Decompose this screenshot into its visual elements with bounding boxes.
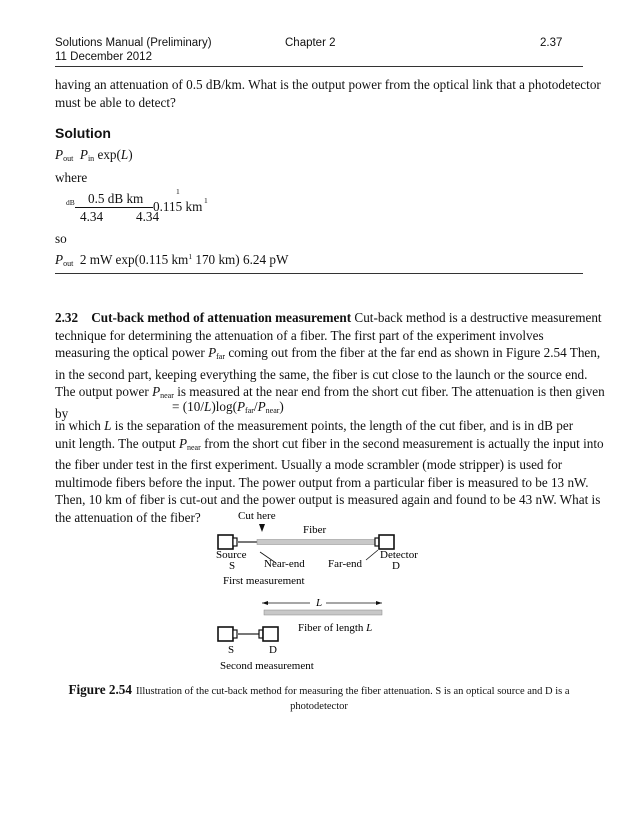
problem-line: multimode fibers before the input. The power output from a particular fiber is measured to be 13 nW. [55, 474, 589, 490]
problem-line-text: from the short cut fiber in the second measurement is actually the input into [200, 435, 604, 451]
intro-text [55, 76, 601, 111]
header-date: 11 December 2012 [55, 51, 152, 63]
eq-result: 0.115 km [153, 199, 203, 214]
source-device-icon [218, 627, 237, 641]
eq-symbol: L [120, 147, 129, 162]
equation-result [55, 252, 288, 268]
fiber-label: Fiber [303, 524, 327, 536]
eq-subscript: out [63, 154, 74, 163]
eq-text: exp( [97, 147, 121, 162]
second-d-label: D [269, 644, 277, 656]
eq-symbol: L [203, 399, 212, 414]
eq-symbol: P [257, 399, 266, 414]
problem-line-text: is measured at the near end from the short cut fiber. The attenuation is then given [173, 384, 605, 399]
where-text: where [55, 170, 88, 185]
problem-title: Cut-back method of attenuation measurement [91, 310, 352, 325]
eq-symbol: P [236, 399, 246, 414]
cut-here-label: Cut here [238, 510, 276, 522]
problem-text [55, 309, 605, 422]
first-measurement-label: First measurement [223, 575, 305, 587]
eq-text: 170 km) 6.24 pW [195, 252, 289, 267]
length-l-label: L [316, 597, 323, 609]
eq-symbol: P [79, 147, 88, 162]
eq-subscript: near [160, 391, 174, 400]
detector-device-icon [259, 627, 278, 641]
problem-line-text: is the separation of the measurement points, the length of the cut fiber, and is in dB per [111, 418, 574, 433]
problem-line: the fiber under test in the first experiment. Usually a mode scrambler (mode stripper) is used for [55, 457, 563, 472]
detector-label: Detector [380, 549, 418, 561]
problem-line: by [55, 405, 69, 421]
problem-line-text: Cut-back method is a destructive measurement [354, 310, 602, 325]
eq-subscript: far [216, 352, 226, 361]
problem-line: technique for determining the attenuation of a fiber. The first part of the experiment involves [55, 327, 544, 343]
eq-subscript: near [265, 406, 280, 415]
eq-text: ) [279, 399, 284, 414]
eq-subscript: near [187, 442, 201, 452]
eq-denominator: 4.34 [80, 209, 104, 224]
second-measurement-label: Second measurement [220, 660, 314, 672]
eq-superscript: 1 [176, 187, 180, 196]
source-s-label: S [229, 560, 236, 572]
header-rule [55, 66, 583, 67]
far-end-label: Far-end [328, 558, 362, 570]
problem-line-text: in which [55, 418, 105, 433]
problem-line-text: unit length. The output [55, 435, 179, 451]
eq-symbol: P [152, 384, 161, 399]
eq-numerator: 0.5 dB km [88, 191, 144, 206]
detector-device-icon [375, 535, 394, 549]
problem-line-text: The output power [55, 384, 153, 399]
caption-text: photodetector [290, 701, 348, 712]
cutback-diagram [200, 505, 440, 675]
intro-line: must be able to detect? [55, 94, 176, 110]
equation-output-power [55, 147, 133, 163]
second-s-label: S [228, 644, 235, 656]
problem-line: Then, 10 km of fiber is cut-out and the power output is measured again and found to be 43 nW. What is [55, 492, 601, 507]
problem-line-text: coming out from the fiber at the far end as shown in Figure 2.54 Then, [225, 345, 601, 360]
intro-line: having an attenuation of 0.5 dB/km. What is the output power from the optical link that a photodetector [55, 77, 601, 92]
eq-symbol: L [104, 418, 112, 433]
eq-symbol: P [55, 252, 64, 267]
section-rule [55, 273, 583, 274]
fraction-bar [75, 207, 153, 208]
eq-superscript: 1 [188, 252, 193, 261]
eq-symbol: P [208, 345, 217, 360]
eq-symbol: P [178, 435, 187, 451]
eq-subscript: out [63, 259, 74, 268]
eq-denominator: 4.34 [136, 209, 160, 224]
cutback-figure [200, 505, 440, 675]
caption-text: Illustration of the cut-back method for measuring the fiber attenuation. S is an optical source and D is a [135, 686, 570, 697]
problem-line: the attenuation of the fiber? [55, 509, 201, 525]
problem-line [55, 435, 604, 457]
problem-line [55, 383, 605, 405]
eq-subscript: dB [66, 198, 75, 207]
figure-caption [0, 682, 638, 713]
eq-text: 2 mW exp(0.115 km [79, 252, 189, 267]
eq-subscript: in [87, 154, 95, 163]
eq-text: ) [128, 147, 133, 162]
problem-number: 2.32 [55, 310, 79, 325]
problem-line [55, 309, 602, 327]
fiber-of-length-label: Fiber of length L [298, 622, 373, 634]
caption-label: Figure 2.54 [68, 682, 132, 697]
fiber-line [257, 540, 375, 545]
source-device-icon [218, 535, 237, 549]
eq-text: )log( [211, 399, 237, 414]
so-text: so [55, 231, 67, 246]
eq-subscript: far [245, 406, 254, 415]
eq-symbol: P [55, 147, 64, 162]
solution-heading: Solution [55, 125, 111, 141]
problem-line [55, 344, 601, 366]
header-chapter: Chapter 2 [285, 37, 336, 49]
cut-marker-icon [259, 524, 265, 532]
header-page-number: 2.37 [540, 37, 563, 49]
far-end-pointer [366, 550, 378, 560]
problem-line-text: measuring the optical power [55, 345, 209, 360]
eq-text: / [253, 399, 258, 414]
eq-superscript: 1 [204, 196, 208, 205]
near-end-label: Near-end [264, 558, 305, 570]
remaining-fiber-line [264, 610, 382, 615]
problem-line [55, 417, 595, 435]
source-label: Source [216, 549, 247, 561]
detector-d-label: D [392, 560, 400, 572]
problem-line: in the second part, keeping everything the same, the fiber is cut close to the launch or the source end. [55, 366, 588, 382]
eq-text: = (10/ [172, 399, 204, 414]
header-manual-title: Solutions Manual (Preliminary) [55, 37, 212, 49]
